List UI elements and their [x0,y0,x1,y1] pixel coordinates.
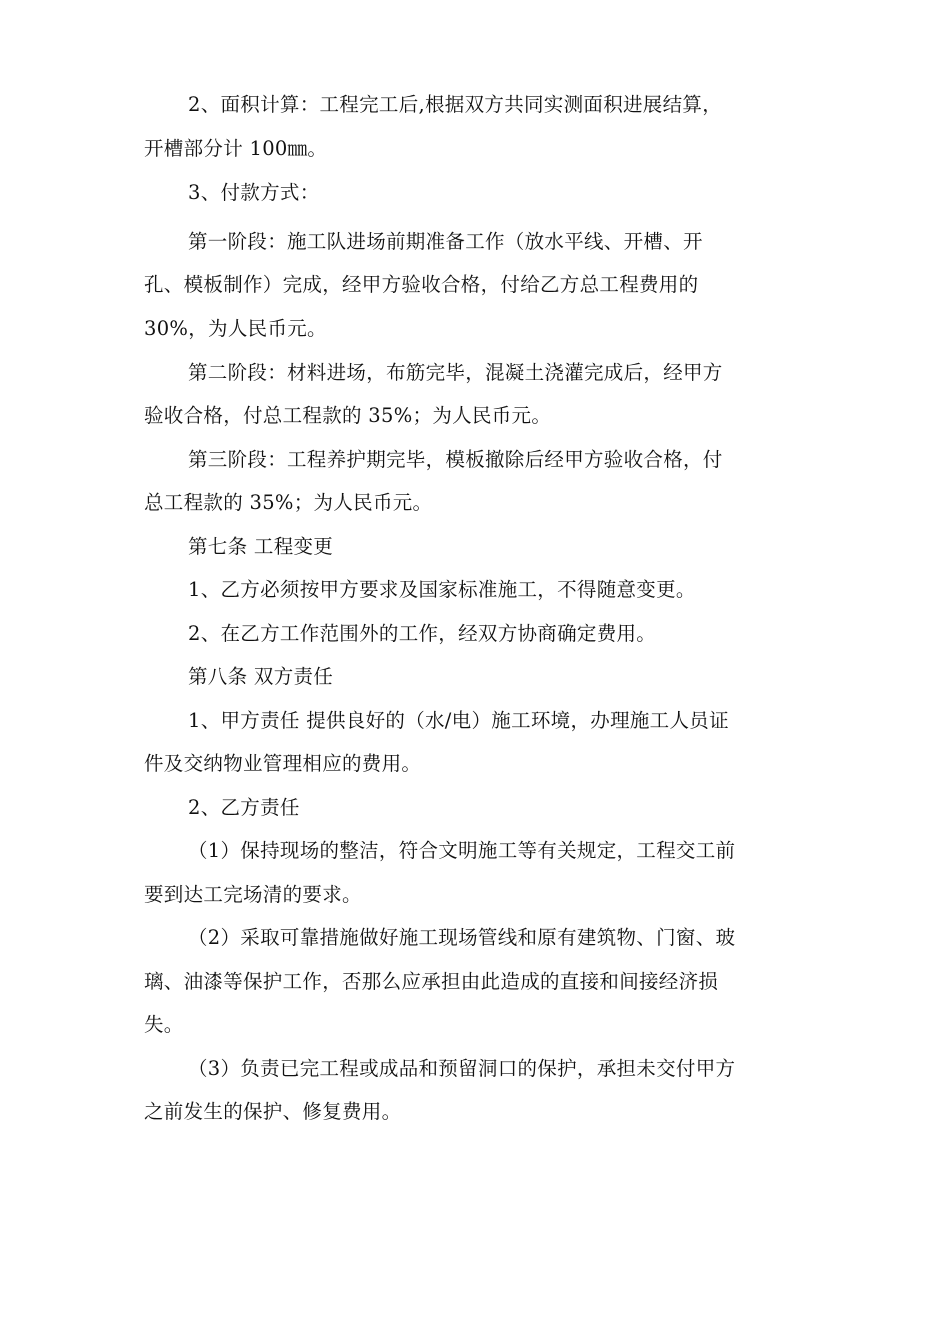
text-line: 2、在乙方工作范围外的工作，经双方协商确定费用。 [188,622,657,645]
text-line: 30%，为人民币元。 [144,317,327,340]
text-line: （2）采取可靠措施做好施工现场管线和原有建筑物、门窗、玻 [188,926,736,949]
text-line: 总工程款的 35%；为人民币元。 [144,491,433,514]
text-line: 失。 [144,1013,184,1036]
text-line: 孔、模板制作）完成，经甲方验收合格，付给乙方总工程费用的 [144,273,699,296]
text-line: 第三阶段：工程养护期完毕，模板撤除后经甲方验收合格，付 [188,448,723,471]
text-line: 件及交纳物业管理相应的费用。 [144,752,422,775]
text-line: 验收合格，付总工程款的 35%；为人民币元。 [144,404,552,427]
section-heading: 第八条 双方责任 [188,665,334,688]
text-line: 第二阶段：材料进场，布筋完毕，混凝土浇灌完成后，经甲方 [188,361,723,384]
text-line: （3）负责已完工程或成品和预留洞口的保护，承担未交付甲方 [188,1057,736,1080]
text-line: （1）保持现场的整洁，符合文明施工等有关规定，工程交工前 [188,839,736,862]
text-line: 3、付款方式： [188,181,320,204]
text-line: 2、面积计算：工程完工后,根据双方共同实测面积进展结算， [188,93,723,116]
text-line: 2、乙方责任 [188,796,300,819]
text-line: 1、乙方必须按甲方要求及国家标准施工，不得随意变更。 [188,578,696,601]
text-line: 要到达工完场清的要求。 [144,883,362,906]
text-line: 之前发生的保护、修复费用。 [144,1100,402,1123]
text-line: 第一阶段：施工队进场前期准备工作（放水平线、开槽、开 [188,230,703,253]
text-line: 1、甲方责任 提供良好的（水/电）施工环境，办理施工人员证 [188,709,729,732]
section-heading: 第七条 工程变更 [188,535,334,558]
text-line: 璃、油漆等保护工作，否那么应承担由此造成的直接和间接经济损 [144,970,719,993]
text-line: 开槽部分计 100㎜。 [144,137,328,160]
